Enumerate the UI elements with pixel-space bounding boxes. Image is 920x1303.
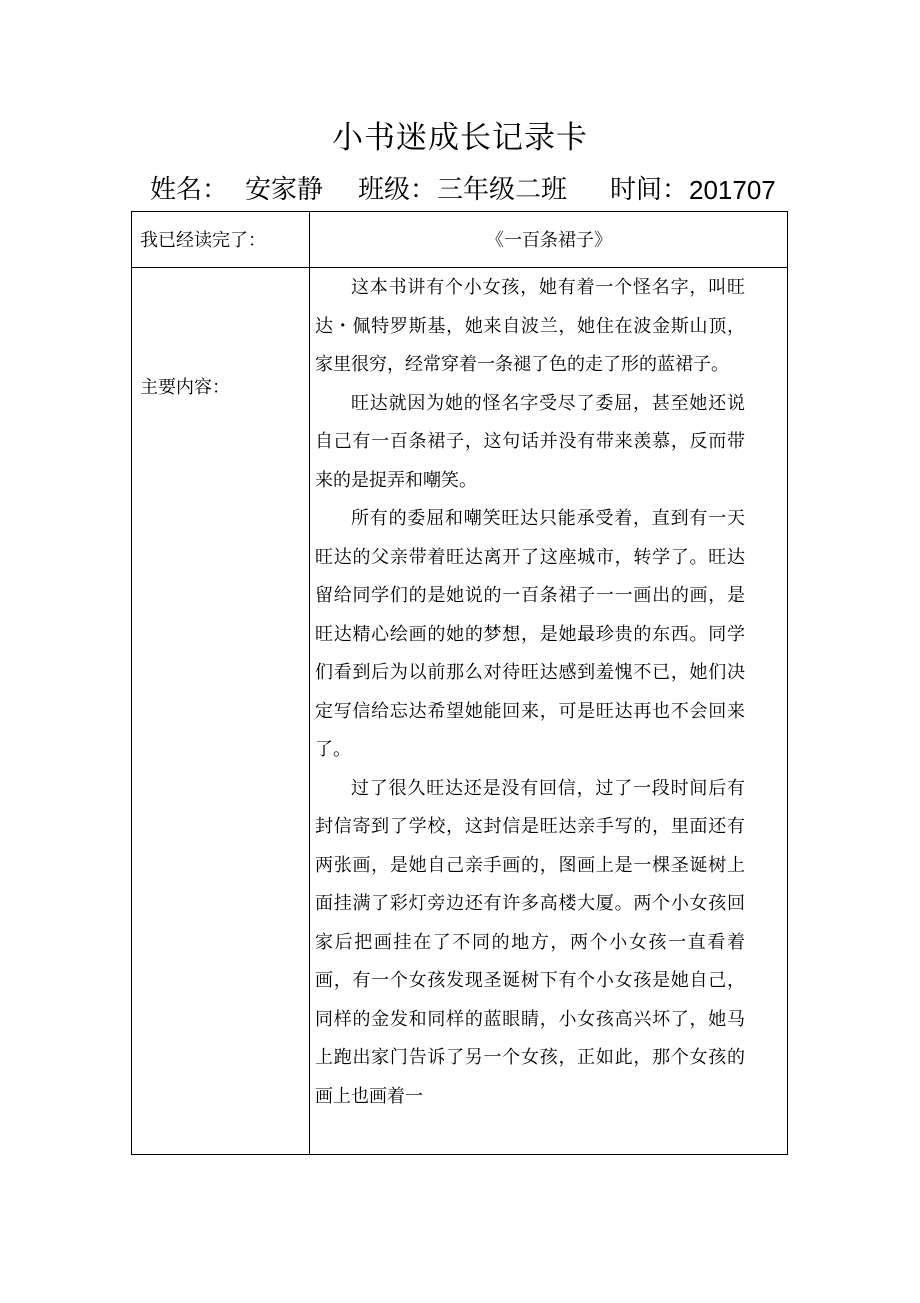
class-label: 班级：: [358, 175, 437, 205]
column-divider: [309, 212, 310, 1154]
time-label: 时间：: [610, 175, 689, 205]
book-label: 我已经读完了：: [140, 230, 266, 251]
content-paragraph: 这本书讲有个小女孩，她有着一个怪名字，叫旺达・佩特罗斯基，她来自波兰，她住在波金斯山顶，家里很穷，经常穿着一条褪了色的走了形的蓝裙子。: [315, 277, 745, 375]
class-value: 三年级二班: [437, 175, 568, 205]
content-paragraph: 旺达就因为她的怪名字受尽了委屈，甚至她还说自己有一百条裙子，这句话并没有带来羡慕，反而带来的是捉弄和嘲笑。: [315, 392, 745, 491]
record-table: [131, 211, 788, 1155]
content-text: [315, 269, 745, 1116]
content-label: 主要内容：: [140, 377, 230, 398]
book-title: 《一百条裙子》: [486, 230, 612, 251]
time-value: 201707: [689, 175, 776, 205]
name-label: 姓名：: [150, 175, 229, 205]
content-paragraph: 所有的委屈和嘲笑旺达只能承受着，直到有一天旺达的父亲带着旺达离开了这座城市，转学了。旺达留给同学们的是她说的一百条裙子一一画出的画，是旺达精心绘画的她的梦想，是她最珍贵的东西。同学们看到后为以前那么对待旺达感到羞愧不已，她们决定写信给忘达希望她能回来，可是旺达再也不会回来了。: [315, 508, 745, 760]
page-title: 小书迷成长记录卡: [332, 120, 588, 156]
student-name: 安家静: [245, 175, 324, 205]
row-divider: [132, 267, 787, 268]
content-paragraph: 过了很久旺达还是没有回信，过了一段时间后有封信寄到了学校，这封信是旺达亲手写的，里面还有两张画，是她自己亲手画的，图画上是一棵圣诞树上面挂满了彩灯旁边还有许多高楼大厦。两个小女孩回家后把画挂在了不同的地方，两个小女孩一直看着画，有一个女孩发现圣诞树下有个小女孩是她自己，同样的金发和同样的蓝眼睛，小女孩高兴坏了，她马上跑出家门告诉了另一个女孩，正如此，那个女孩的画上也画着一: [315, 777, 745, 1107]
